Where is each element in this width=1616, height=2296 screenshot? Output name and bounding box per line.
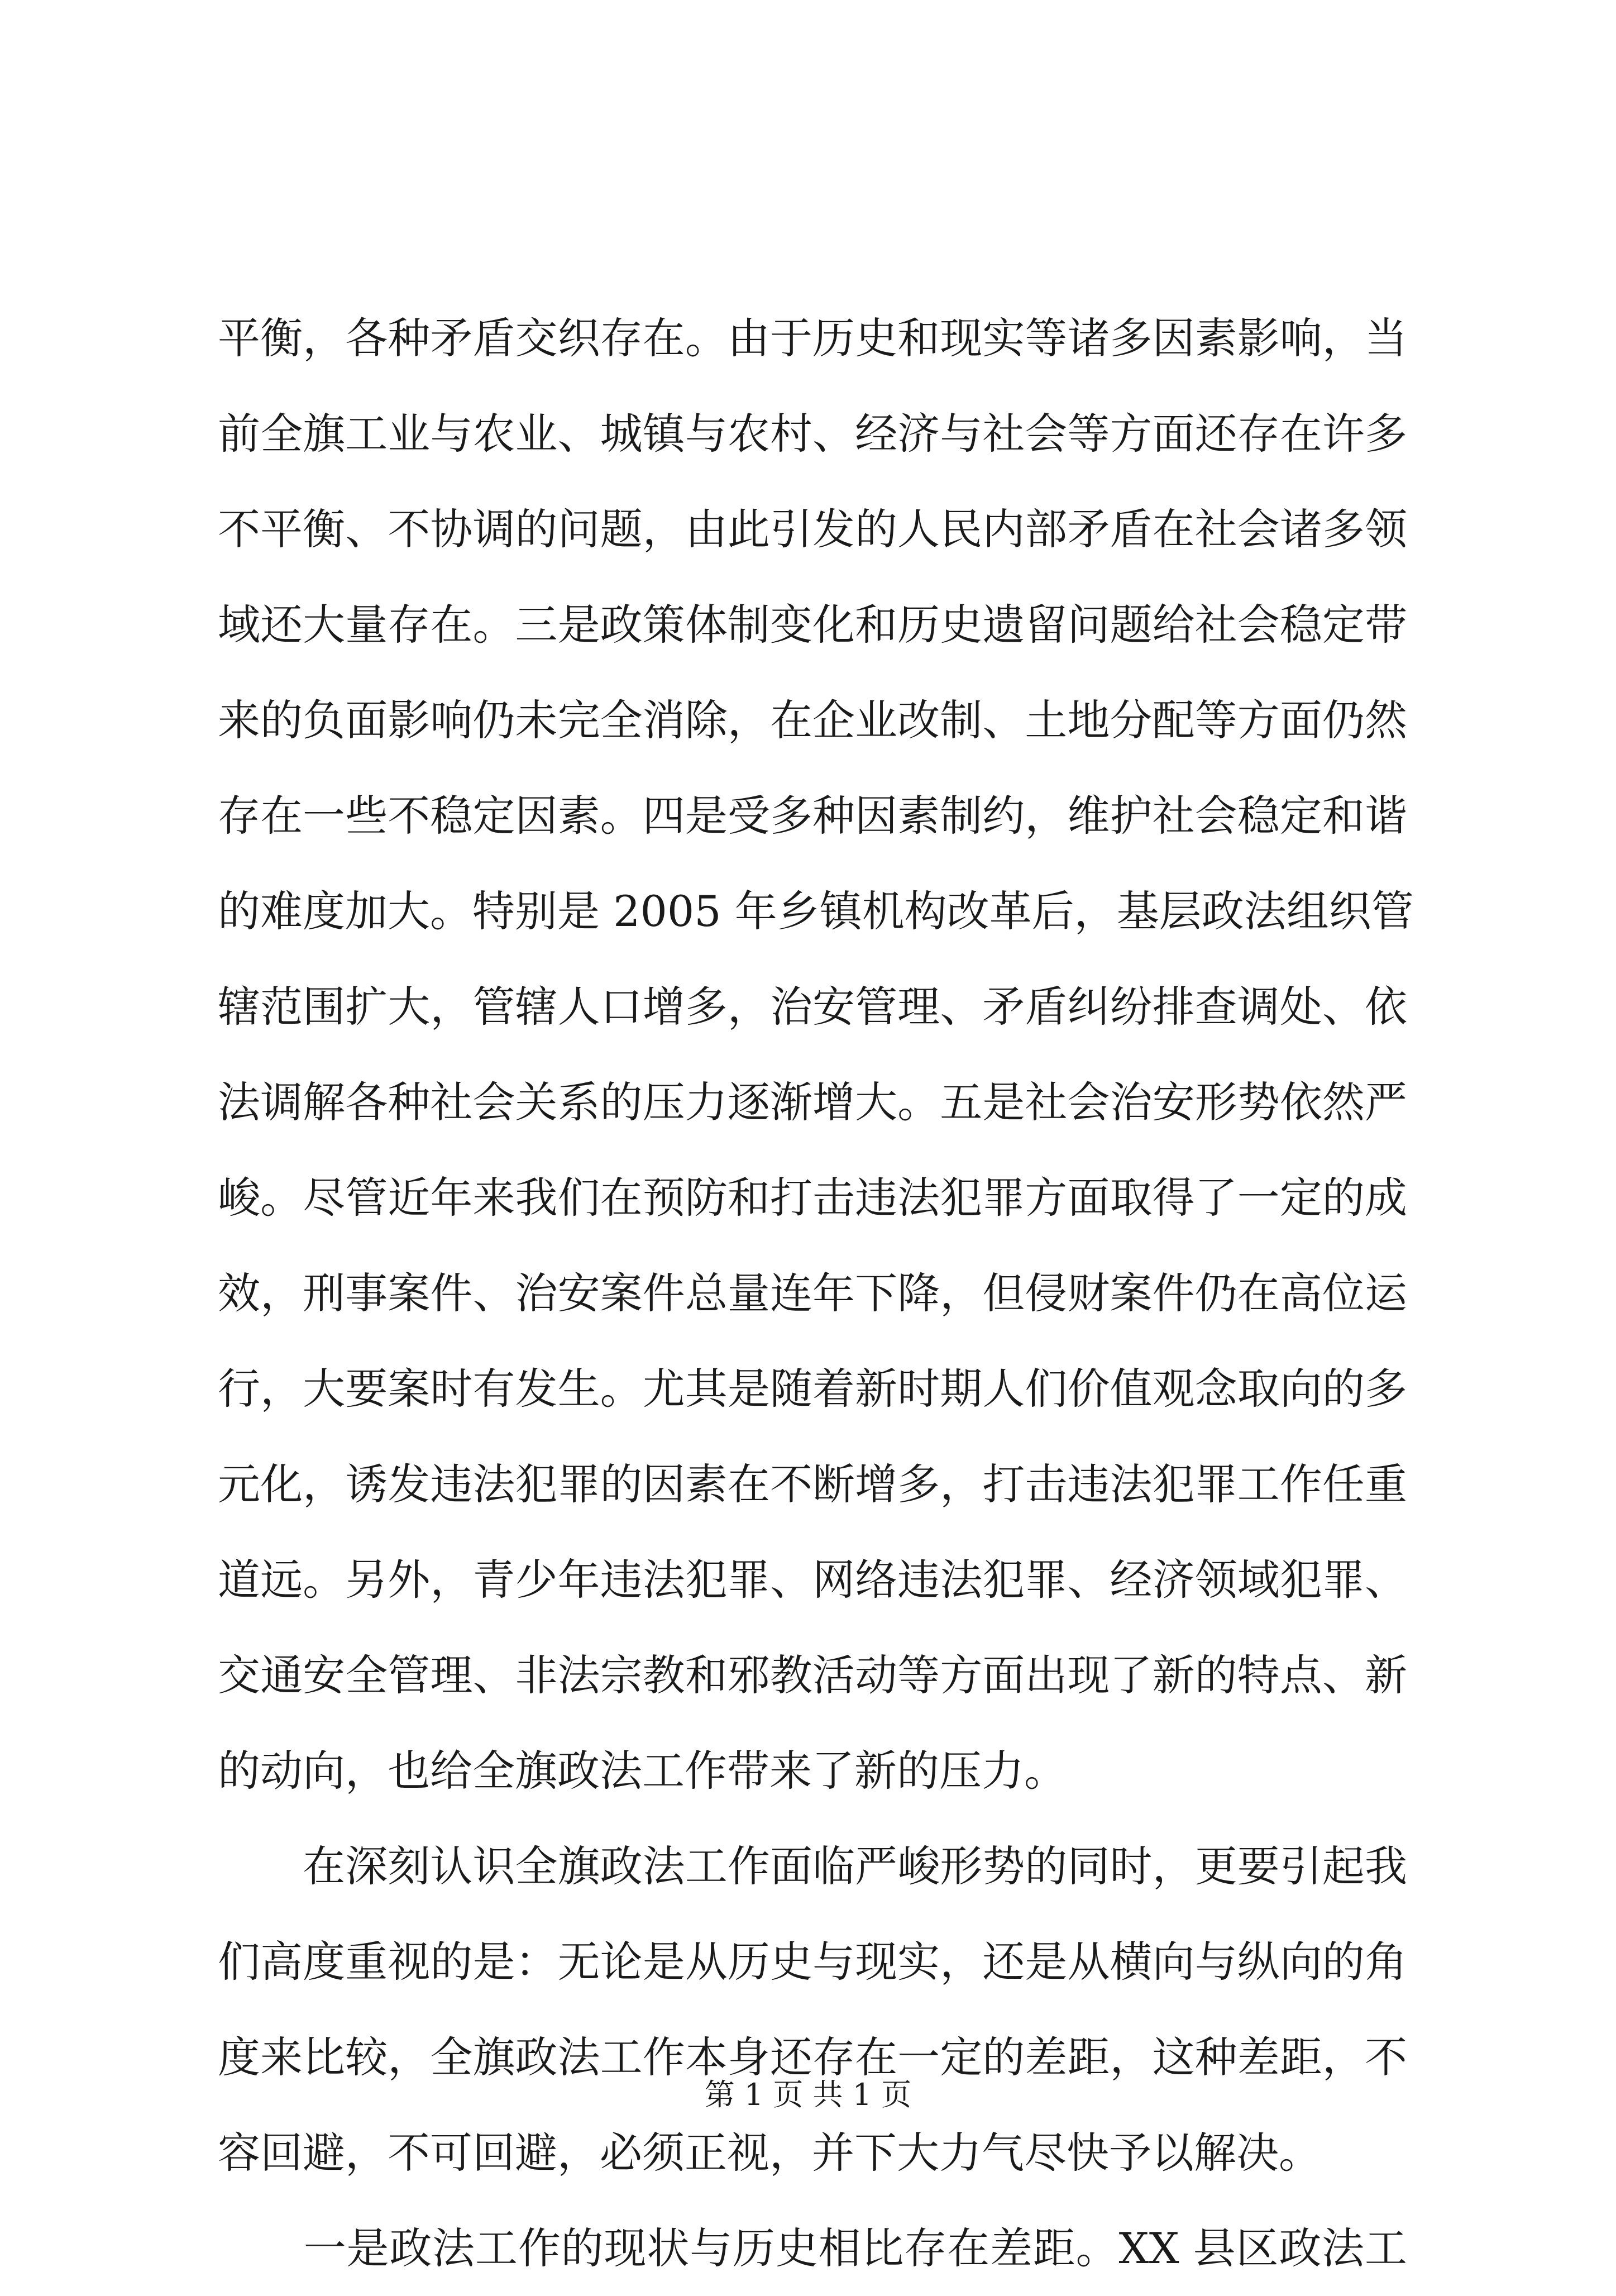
text-line: 的难度加大。特别是 2005 年乡镇机构改革后，基层政法组织管 xyxy=(218,886,1414,936)
page-footer: 第 1 页 共 1 页 xyxy=(704,2077,912,2112)
text-line: 道远。另外，青少年违法犯罪、网络违法犯罪、经济领域犯罪、 xyxy=(218,1555,1407,1605)
text-line: 行，大要案时有发生。尤其是随着新时期人们价值观念取向的多 xyxy=(218,1364,1407,1414)
text-line: 平衡，各种矛盾交织存在。由于历史和现实等诸多因素影响，当 xyxy=(218,313,1407,363)
text-line: 元化，诱发违法犯罪的因素在不断增多，打击违法犯罪工作任重 xyxy=(218,1459,1407,1509)
document-body xyxy=(218,290,1414,2296)
text-line: 辖范围扩大，管辖人口增多，治安管理、矛盾纠纷排查调处、依 xyxy=(218,982,1407,1032)
text-line: 峻。尽管近年来我们在预防和打击违法犯罪方面取得了一定的成 xyxy=(218,1173,1407,1223)
text-line: 效，刑事案件、治安案件总量连年下降，但侵财案件仍在高位运 xyxy=(218,1268,1407,1318)
text-line: 不平衡、不协调的问题，由此引发的人民内部矛盾在社会诸多领 xyxy=(218,504,1407,554)
text-line: 前全旗工业与农业、城镇与农村、经济与社会等方面还存在许多 xyxy=(218,409,1407,459)
text-line: 们高度重视的是：无论是从历史与现实，还是从横向与纵向的角 xyxy=(218,1937,1407,1987)
text-line: 来的负面影响仍未完全消除，在企业改制、土地分配等方面仍然 xyxy=(218,695,1407,745)
text-line: 域还大量存在。三是政策体制变化和历史遗留问题给社会稳定带 xyxy=(218,600,1407,650)
text-line: 在深刻认识全旗政法工作面临严峻形势的同时，更要引起我 xyxy=(218,1841,1407,1891)
text-line: 一是政法工作的现状与历史相比存在差距。XX 县区政法工 xyxy=(218,2223,1407,2273)
text-line: 的动向，也给全旗政法工作带来了新的压力。 xyxy=(218,1746,1067,1796)
text-line: 度来比较，全旗政法工作本身还存在一定的差距，这种差距，不 xyxy=(218,2032,1407,2082)
text-line: 法调解各种社会关系的压力逐渐增大。五是社会治安形势依然严 xyxy=(218,1077,1407,1127)
text-line: 交通安全管理、非法宗教和邪教活动等方面出现了新的特点、新 xyxy=(218,1650,1407,1700)
text-line: 存在一些不稳定因素。四是受多种因素制约，维护社会稳定和谐 xyxy=(218,791,1407,841)
text-line: 容回避，不可回避，必须正视，并下大力气尽快予以解决。 xyxy=(218,2128,1321,2178)
